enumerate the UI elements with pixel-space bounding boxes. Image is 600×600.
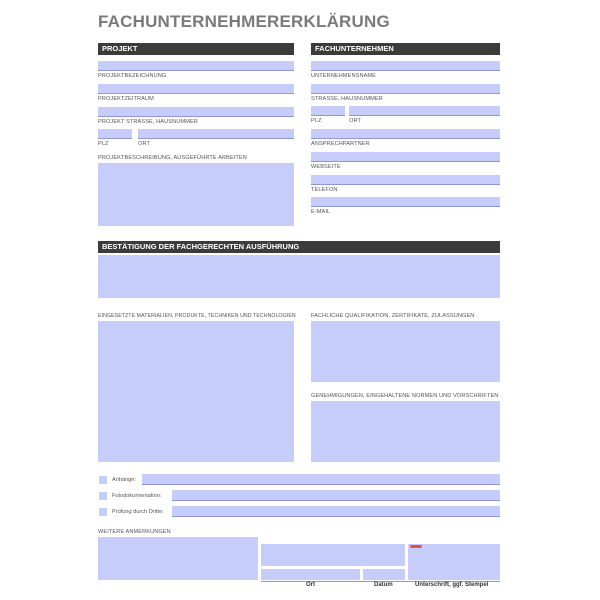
remarks-field[interactable] <box>98 537 258 580</box>
signature-label: Unterschrift, ggf. Stempel <box>415 582 489 588</box>
company-name-label: UNTERNEHMENSNAME <box>311 73 376 79</box>
company-website-label: WEBSEITE <box>311 164 341 170</box>
company-email-label: E-MAIL <box>311 209 331 215</box>
attachments-field[interactable] <box>142 474 500 485</box>
confirmation-header: BESTÄTIGUNG DER FACHGERECHTEN AUSFÜHRUNG <box>98 241 500 253</box>
project-zip-label: PLZ <box>98 141 109 147</box>
signature-upper-field[interactable] <box>261 544 405 566</box>
project-period-field[interactable] <box>98 84 294 94</box>
date-field[interactable] <box>363 569 405 580</box>
company-city-label: ORT <box>349 118 362 124</box>
company-phone-field[interactable] <box>311 175 500 185</box>
company-contact-label: ANSPRECHPARTNER <box>311 141 370 147</box>
company-zip-field[interactable] <box>311 106 345 116</box>
date-label: Datum <box>374 582 393 588</box>
project-description-label: PROJEKTBESCHREIBUNG, AUSGEFÜHRTE ARBEITEN <box>98 155 247 161</box>
page-title: FACHUNTERNEHMERERKLÄRUNG <box>98 12 390 31</box>
qualification-field[interactable] <box>311 321 500 382</box>
company-header: FACHUNTERNEHMEN <box>311 43 500 55</box>
signature-pen-icon <box>410 545 422 548</box>
signature-field[interactable] <box>408 544 500 580</box>
third-party-review-checkbox[interactable] <box>99 508 107 516</box>
project-city-label: ORT <box>138 141 151 147</box>
project-name-field[interactable] <box>98 61 294 71</box>
project-period-label: PROJEKTZEITRAUM <box>98 96 154 102</box>
place-label: Ort <box>306 582 315 588</box>
project-zip-field[interactable] <box>98 129 132 139</box>
attachments-label: Anhänge: <box>112 477 136 483</box>
project-header: PROJEKT <box>98 43 294 55</box>
company-street-field[interactable] <box>311 84 500 94</box>
company-phone-label: TELEFON <box>311 187 338 193</box>
company-email-field[interactable] <box>311 197 500 207</box>
company-name-field[interactable] <box>311 61 500 71</box>
remarks-label: WEITERE ANMERKUNGEN <box>98 529 171 535</box>
materials-field[interactable] <box>98 321 294 462</box>
project-city-field[interactable] <box>138 129 294 139</box>
third-party-review-field[interactable] <box>172 506 500 517</box>
third-party-review-label: Prüfung durch Dritte: <box>112 509 164 515</box>
permits-label: GENEHMIGUNGEN, EINGEHALTENE NORMEN UND VORSCHRIFTEN <box>311 393 499 399</box>
company-zip-label: PLZ <box>311 118 322 124</box>
qualification-label: FACHLICHE QUALIFIKATION, ZERTIFIKATE, ZULASSUNGEN <box>311 313 475 319</box>
company-contact-field[interactable] <box>311 129 500 139</box>
project-street-label: PROJEKT STRASSE, HAUSNUMMER <box>98 119 198 125</box>
permits-field[interactable] <box>311 401 500 462</box>
project-description-field[interactable] <box>98 163 294 226</box>
photo-documentation-label: Fotodokumentation: <box>112 493 162 499</box>
photo-documentation-checkbox[interactable] <box>99 492 107 500</box>
confirmation-field[interactable] <box>98 255 500 298</box>
project-street-field[interactable] <box>98 107 294 117</box>
company-city-field[interactable] <box>349 106 500 116</box>
project-name-label: PROJEKTBEZEICHNUNG <box>98 73 167 79</box>
photo-documentation-field[interactable] <box>172 490 500 501</box>
attachments-checkbox[interactable] <box>99 476 107 484</box>
company-website-field[interactable] <box>311 152 500 162</box>
place-field[interactable] <box>261 569 360 580</box>
company-street-label: STRASSE, HAUSNUMMER <box>311 96 383 102</box>
materials-label: EINGESETZTE MATERIALIEN, PRODUKTE, TECHNIKEN UND TECHNOLOGIEN <box>98 313 296 319</box>
